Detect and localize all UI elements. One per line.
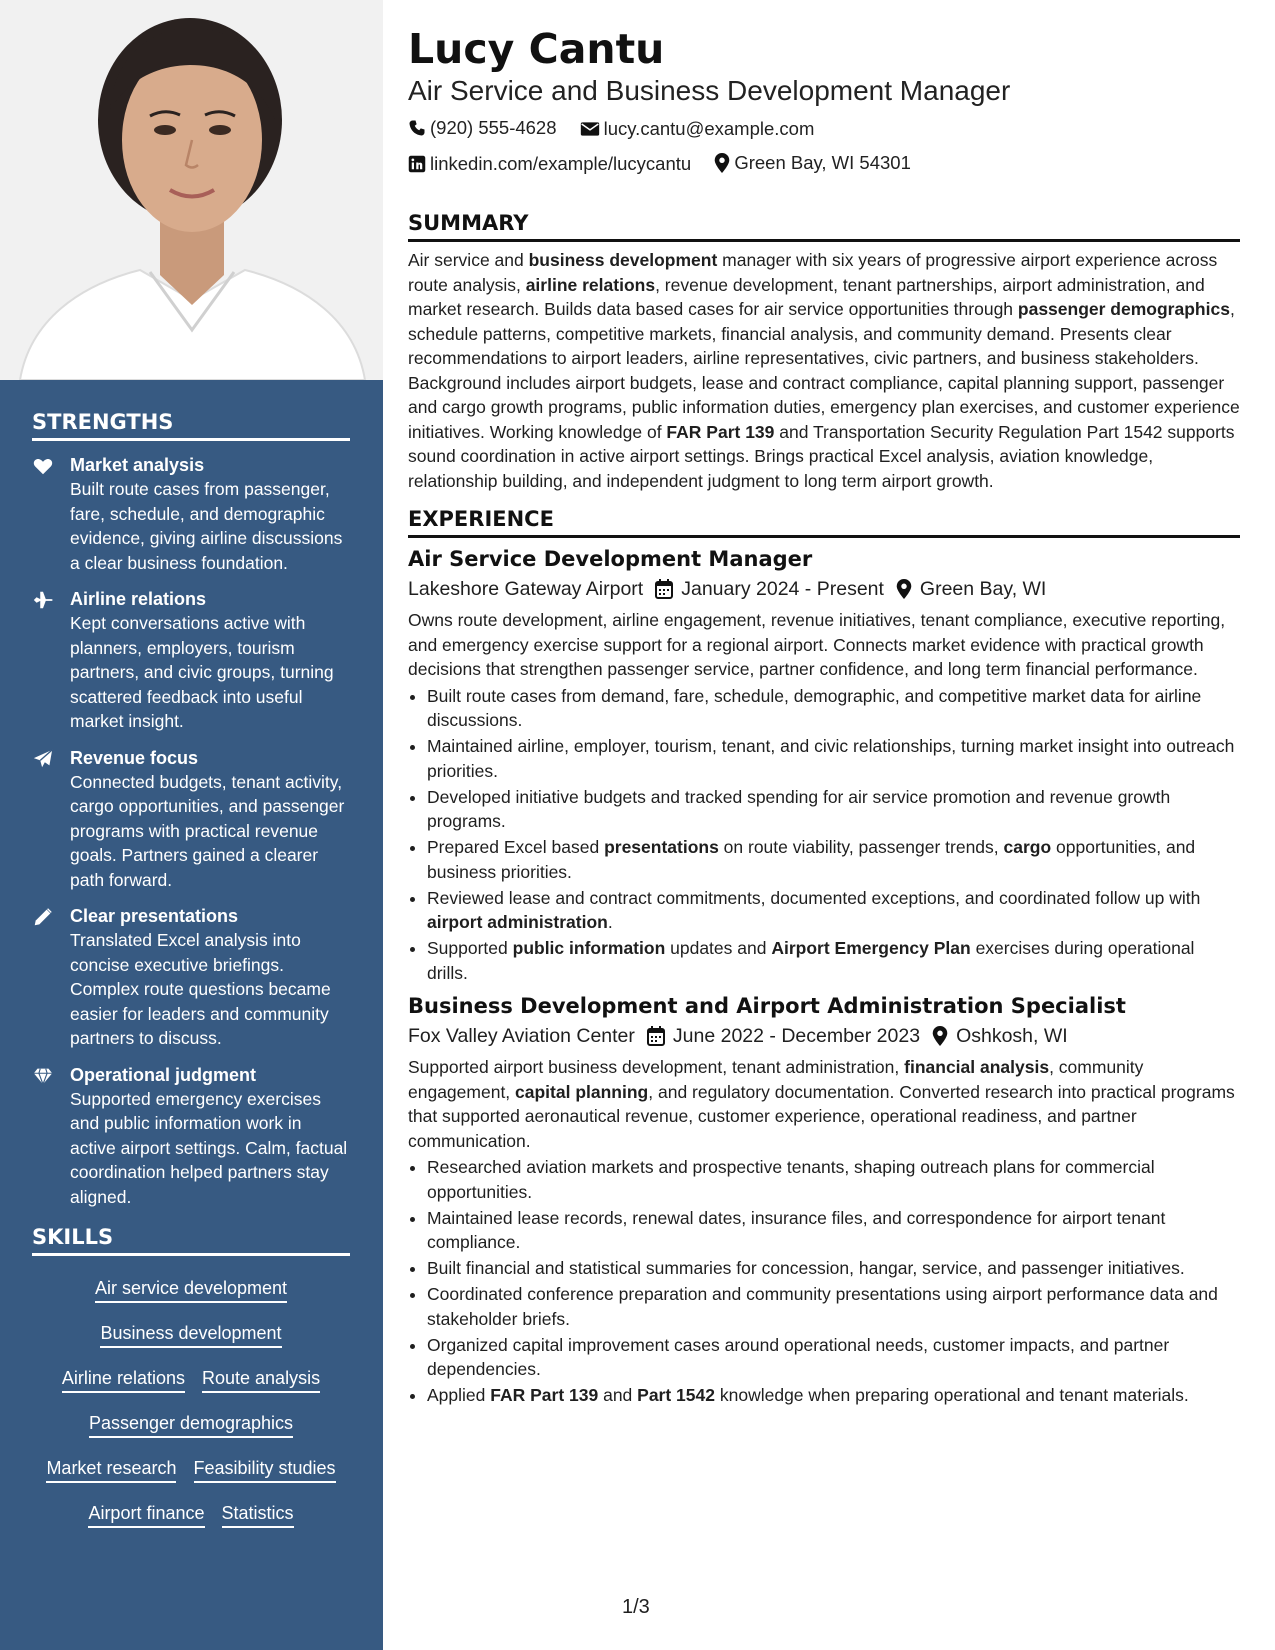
location-text: Green Bay, WI 54301 (734, 152, 911, 173)
bullet-item (427, 734, 1240, 783)
job-location (932, 1021, 1068, 1051)
skill-tag: Airport finance (88, 1502, 204, 1528)
job-description (408, 608, 1240, 682)
bold-keyword: airline relations (525, 274, 656, 295)
bullet-item (427, 1256, 1240, 1281)
bullet-item (427, 1282, 1240, 1331)
job-meta (408, 574, 1240, 604)
paper-plane-icon (32, 748, 54, 770)
text-run: and Transportation Security Regulation Part 1542 supports sound coordination in active airport settings. Brings practical Excel analysis, aviation knowledge, relationship building, and independent judgment to long term airport growth. (408, 421, 1235, 491)
job-description (408, 1055, 1240, 1153)
bold-keyword: Airport Emergency Plan (771, 938, 971, 958)
text-run: Researched aviation markets and prospective tenants, shaping outreach plans for commercial opportunities. (427, 1157, 1155, 1202)
strength-text: Kept conversations active with planners, employers, tourism partners, and civic groups, turning scattered feedback into useful market insight. (70, 613, 334, 731)
strengths-heading: STRENGTHS (32, 410, 350, 441)
strength-item (32, 1063, 350, 1210)
summary-heading: SUMMARY (408, 211, 1240, 242)
calendar-icon (655, 579, 673, 599)
pencil-icon (32, 906, 54, 928)
bold-keyword: cargo (1003, 837, 1052, 857)
text-run: . (607, 912, 613, 932)
map-pin-icon (714, 153, 730, 173)
text-run: Owns route development, airline engagement, revenue initiatives, tenant compliance, executive reporting, and emergency exercise support for a regional airport. Connects market evidence with practical growth decisions that strengthen passenger service, partner confidence, and long term financial performance. (408, 610, 1226, 679)
linkedin-icon (408, 155, 426, 173)
job-entry (408, 991, 1240, 1408)
job-title: Air Service Development Manager (408, 547, 813, 571)
text-run: Air service and (408, 250, 529, 270)
strength-item (32, 453, 350, 575)
text-run: Prepared Excel based (427, 837, 605, 857)
bold-keyword: business development (528, 250, 718, 270)
bullet-item (427, 1206, 1240, 1255)
main-content (408, 22, 1240, 1409)
strength-text: Connected budgets, tenant activity, cargo opportunities, and passenger programs with practical revenue goals. Partners gained a clearer path forward. (70, 771, 345, 890)
bold-keyword: FAR Part 139 (490, 1385, 599, 1405)
job-dates-text: January 2024 - Present (681, 578, 884, 600)
strength-text: Translated Excel analysis into concise executive briefings. Complex route questions became easier for leaders and community partners to discuss. (70, 930, 331, 1048)
profile-photo (0, 0, 383, 380)
bold-keyword: capital planning (515, 1081, 649, 1102)
bullet-item (427, 886, 1240, 935)
job-title: Business Development and Airport Administration Specialist (408, 994, 1126, 1018)
text-run: Reviewed lease and contract commitments, documented exceptions, and coordinated follow up with (427, 887, 1201, 908)
contact-info (408, 112, 1240, 183)
phone-icon (408, 119, 426, 137)
skill-tag: Airline relations (62, 1367, 185, 1393)
linkedin-text: linkedin.com/example/lucycantu (430, 153, 692, 174)
text-run: Coordinated conference preparation and community presentations using airport performance data and stakeholder briefs. (427, 1284, 1218, 1329)
bullet-item (427, 936, 1240, 985)
map-pin-icon (896, 579, 912, 599)
experience-heading: EXPERIENCE (408, 507, 1240, 538)
email-text: lucy.cantu@example.com (603, 118, 815, 139)
job-dates (655, 574, 884, 604)
skill-tag: Feasibility studies (194, 1457, 336, 1483)
strength-title: Operational judgment (70, 1064, 257, 1085)
envelope-icon (580, 121, 600, 137)
diamond-icon (32, 1065, 54, 1087)
skill-tag: Statistics (222, 1502, 294, 1528)
bullet-item (427, 785, 1240, 834)
bullet-item (427, 684, 1240, 733)
text-run: Organized capital improvement cases around operational needs, customer impacts, and partner dependencies. (427, 1334, 1170, 1379)
linkedin-contact[interactable] (408, 148, 691, 180)
bold-keyword: financial analysis (904, 1057, 1050, 1077)
strength-text: Supported emergency exercises and public information work in active airport settings. Calm, factual coordination helped partners stay aligned. (70, 1088, 348, 1207)
strength-title: Market analysis (70, 455, 205, 475)
company-name: Fox Valley Aviation Center (408, 1025, 635, 1047)
bold-keyword: Part 1542 (637, 1385, 715, 1405)
job-bullets (408, 1155, 1240, 1408)
job-entry (408, 544, 1240, 985)
job-location-text: Green Bay, WI (919, 578, 1047, 600)
skills-list (32, 1266, 350, 1536)
bullet-item (427, 1383, 1240, 1408)
map-pin-icon (932, 1026, 948, 1046)
strength-item (32, 746, 350, 893)
sidebar-content (32, 410, 350, 1536)
bullet-item (427, 1155, 1240, 1204)
job-location (896, 574, 1046, 604)
strength-item (32, 587, 350, 734)
text-run: , revenue development, tenant partnerships, airport administration, and market research. Builds data based cases for air service opportunities through (408, 274, 1205, 319)
strength-title: Airline relations (70, 589, 207, 609)
job-meta (408, 1021, 1240, 1051)
job-title-headline: Air Service and Business Development Manager (408, 75, 1011, 106)
text-run: exercises during operational drills. (427, 938, 1195, 983)
text-run: Developed initiative budgets and tracked spending for air service promotion and revenue growth programs. (427, 786, 1171, 831)
calendar-icon (647, 1026, 665, 1046)
skill-tag: Passenger demographics (89, 1412, 293, 1438)
job-bullets (408, 684, 1240, 986)
text-run: Applied (427, 1385, 491, 1405)
bold-keyword: passenger demographics (1017, 299, 1230, 319)
job-location-text: Oshkosh, WI (956, 1025, 1068, 1047)
text-run: Built route cases from demand, fare, schedule, demographic, and competitive market data for airline discussions. (427, 685, 1202, 730)
text-run: , schedule patterns, competitive markets, financial analysis, and community demand. Presents clear recommendations to airport leaders, airline representatives, civic partners, and business stakeholders. Background includes airport budgets, lease and contract compliance, capital planning support, passenger and cargo growth programs, public information duties, emergency plan exercises, and customer experience initiatives. Working knowledge of (408, 299, 1240, 442)
text-run: Maintained lease records, renewal dates, insurance files, and correspondence for airport tenant compliance. (427, 1207, 1166, 1252)
bold-keyword: FAR Part 139 (666, 421, 775, 442)
summary-text (408, 248, 1240, 493)
skill-tag: Route analysis (202, 1367, 320, 1393)
text-run: opportunities, and business priorities. (427, 837, 1196, 882)
text-run: , community engagement, (408, 1057, 1144, 1102)
job-dates (647, 1021, 920, 1051)
text-run: Supported airport business development, tenant administration, (408, 1057, 905, 1077)
text-run: knowledge when preparing operational and tenant materials. (715, 1385, 1189, 1405)
text-run: Maintained airline, employer, tourism, tenant, and civic relationships, turning market insight into outreach priorities. (427, 736, 1235, 781)
skill-tag: Market research (46, 1457, 176, 1483)
candidate-name: Lucy Cantu (408, 25, 665, 73)
skill-tag: Business development (100, 1322, 281, 1348)
company-name: Lakeshore Gateway Airport (408, 578, 644, 600)
bullet-item (427, 1333, 1240, 1382)
sidebar (0, 0, 383, 1650)
text-run: Built financial and statistical summaries for concession, hangar, service, and passenger initiatives. (427, 1258, 1185, 1278)
text-run: updates and (665, 938, 772, 958)
text-run: manager with six years of progressive airport experience across route analysis, (408, 250, 1218, 295)
strength-item (32, 904, 350, 1051)
bullet-item (427, 835, 1240, 884)
skill-tag: Air service development (95, 1277, 287, 1303)
text-run: and (598, 1385, 638, 1405)
heart-icon (32, 455, 54, 477)
plane-icon (32, 589, 54, 611)
bold-keyword: presentations (604, 837, 719, 857)
location-contact (714, 147, 911, 179)
text-run: on route viability, passenger trends, (718, 837, 1004, 857)
phone-contact[interactable] (408, 112, 557, 144)
page-number: 1/3 (622, 1596, 650, 1618)
phone-text: (920) 555-4628 (430, 117, 557, 138)
email-contact[interactable] (580, 113, 815, 145)
job-dates-text: June 2022 - December 2023 (672, 1025, 921, 1047)
skills-heading: SKILLS (32, 1225, 350, 1256)
text-run: Supported (427, 938, 513, 958)
text-run: , and regulatory documentation. Converted research into practical programs that supported aeronautical revenue, customer experience, operational readiness, and partner communication. (408, 1081, 1235, 1151)
strength-title: Revenue focus (70, 747, 199, 768)
bold-keyword: public information (512, 938, 666, 958)
strength-text: Built route cases from passenger, fare, schedule, and demographic evidence, giving airline discussions a clear business foundation. (70, 479, 343, 573)
strength-title: Clear presentations (70, 906, 239, 926)
bold-keyword: airport administration (427, 912, 608, 932)
